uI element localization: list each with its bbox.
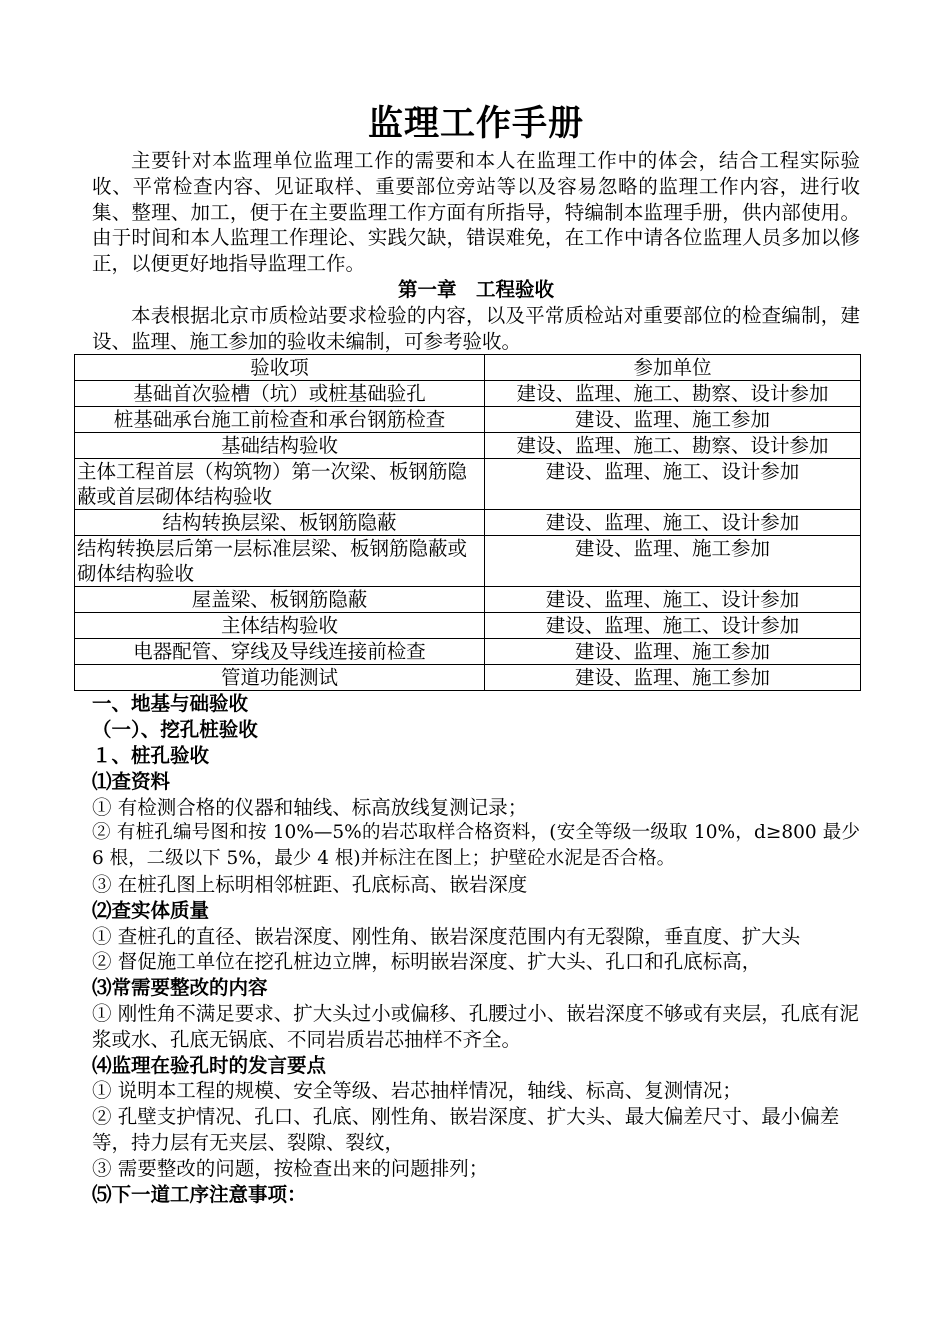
table-row <box>75 639 861 665</box>
table-row <box>75 510 861 536</box>
item-heading-docs: ⑴查资料 <box>92 769 171 793</box>
table-cell-item: 屋盖梁、板钢筋隐蔽 <box>75 587 485 613</box>
table-cell-units: 建设、监理、施工参加 <box>485 407 861 433</box>
chapter-intro: 本表根据北京市质检站要求检验的内容，以及平常质检站对重要部位的检查编制，建设、监理、施工参加的验收未编制，可参考验收。 <box>92 303 860 353</box>
intro-paragraph: 主要针对本监理单位监理工作的需要和本人在监理工作中的体会，结合工程实际验收、平常检查内容、见证取样、重要部位旁站等以及容易忽略的监理工作内容，进行收集、整理、加工，便于在主要监理工作方面有所指导，特编制本监理手册，供内部使用。由于时间和本人监理工作理论、实践欠缺，错误难免，在工作中请各位监理人员多加以修正，以便更好地指导监理工作。 <box>92 149 860 276</box>
table-cell-units: 建设、监理、施工、设计参加 <box>485 459 861 510</box>
list-item: ② 有桩孔编号图和按 10%—5%的岩芯取样合格资料，(安全等级一级取 10%，d≥800 最少 6 根，二级以下 5%，最少 4 根)并标注在图上；护壁砼水泥是否合格。 <box>92 822 860 870</box>
list-item: ② 督促施工单位在挖孔桩边立牌，标明嵌岩深度、扩大头、孔口和孔底标高， <box>92 950 762 974</box>
item-heading-next: ⑸下一道工序注意事项： <box>92 1182 307 1206</box>
document-page <box>77 100 860 1207</box>
table-cell-item: 基础结构验收 <box>75 433 485 459</box>
table-cell-item: 主体工程首层（构筑物）第一次梁、板钢筋隐蔽或首层砌体结构验收 <box>75 459 485 510</box>
table-header: 参加单位 <box>485 355 861 381</box>
table-cell-item: 桩基础承台施工前检查和承台钢筋检查 <box>75 407 485 433</box>
table-header: 验收项 <box>75 355 485 381</box>
table-cell-units: 建设、监理、施工、设计参加 <box>485 587 861 613</box>
chapter-title: 第一章 工程验收 <box>397 277 554 301</box>
list-item: ① 刚性角不满足要求、扩大头过小或偏移、孔腰过小、嵌岩深度不够或有夹层，孔底有泥浆或水、孔底无锅底、不同岩质岩芯抽样不齐全。 <box>92 1001 859 1051</box>
table-row <box>75 587 861 613</box>
table-cell-units: 建设、监理、施工、勘察、设计参加 <box>485 381 861 407</box>
list-item: ② 孔壁支护情况、孔口、孔底、刚性角、嵌岩深度、扩大头、最大偏差尺寸、最小偏差等，持力层有无夹层、裂隙、裂纹， <box>92 1105 840 1154</box>
table-cell-item: 电器配管、穿线及导线连接前检查 <box>75 639 485 665</box>
table-cell-item: 主体结构验收 <box>75 613 485 639</box>
table-cell-units: 建设、监理、施工参加 <box>485 536 861 587</box>
table-cell-units: 建设、监理、施工、设计参加 <box>485 613 861 639</box>
table-cell-units: 建设、监理、施工、勘察、设计参加 <box>485 433 861 459</box>
list-item: ③ 需要整改的问题，按检查出来的问题排列； <box>92 1156 489 1180</box>
table-row <box>75 665 861 691</box>
table-row <box>75 407 861 433</box>
table-cell-units: 建设、监理、施工参加 <box>485 639 861 665</box>
list-item: ① 查桩孔的直径、嵌岩深度、刚性角、嵌岩深度范围内有无裂隙，垂直度、扩大头 <box>92 924 801 948</box>
table-header-row <box>75 355 861 381</box>
acceptance-table <box>74 354 861 691</box>
table-row <box>75 433 861 459</box>
table-cell-units: 建设、监理、施工参加 <box>485 665 861 691</box>
list-item: ① 说明本工程的规模、安全等级、岩芯抽样情况，轴线、标高、复测情况； <box>92 1079 742 1103</box>
list-item: ① 有检测合格的仪器和轴线、标高放线复测记录； <box>92 795 528 819</box>
list-item: ③ 在桩孔图上标明相邻桩距、孔底标高、嵌岩深度 <box>92 872 528 896</box>
subsubsection-heading: １、桩孔验收 <box>92 743 210 767</box>
item-heading-rectify: ⑶常需要整改的内容 <box>92 976 268 1000</box>
table-cell-item: 结构转换层后第一层标准层梁、板钢筋隐蔽或砌体结构验收 <box>75 536 485 587</box>
table-row <box>75 536 861 587</box>
table-cell-item: 管道功能测试 <box>75 665 485 691</box>
table-cell-item: 基础首次验槽（坑）或桩基础验孔 <box>75 381 485 407</box>
table-row <box>75 613 861 639</box>
table-cell-item: 结构转换层梁、板钢筋隐蔽 <box>75 510 485 536</box>
item-heading-quality: ⑵查实体质量 <box>92 898 210 922</box>
table-cell-units: 建设、监理、施工、设计参加 <box>485 510 861 536</box>
subsection-heading: （一）、挖孔桩验收 <box>92 718 258 742</box>
table-row <box>75 459 861 510</box>
table-row <box>75 381 861 407</box>
section-heading: 一、地基与础验收 <box>92 692 249 716</box>
page-title: 监理工作手册 <box>367 103 584 144</box>
item-heading-speech: ⑷监理在验孔时的发言要点 <box>92 1053 327 1077</box>
